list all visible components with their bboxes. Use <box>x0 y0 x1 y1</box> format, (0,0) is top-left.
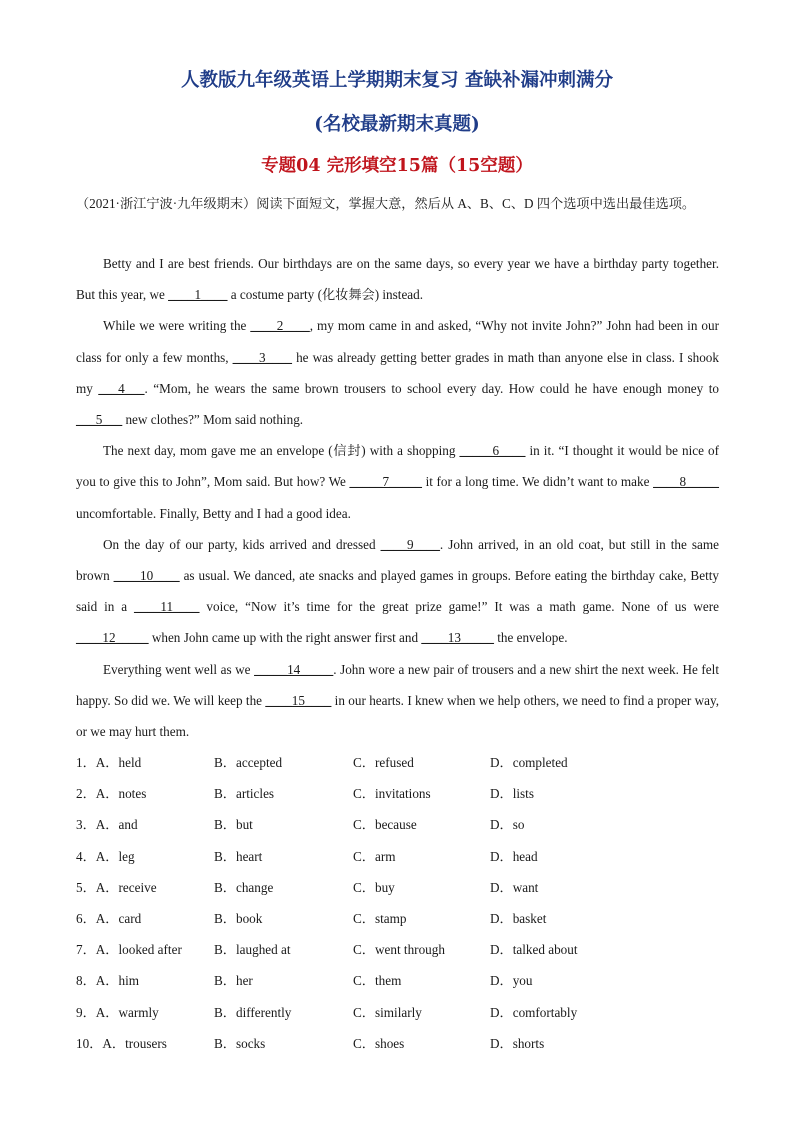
option-row-1 <box>76 747 726 778</box>
blank-2: ____2____ <box>250 318 310 334</box>
cloze-passage <box>76 248 719 747</box>
option-a: 1．A．held <box>76 755 142 770</box>
option-c: C．invitations <box>353 786 431 802</box>
blank-9: ____9____ <box>380 536 440 552</box>
option-d: D．so <box>490 817 525 833</box>
option-row-4 <box>76 841 726 872</box>
passage-paragraph-2: While we were writing the ____2____, my mom came in and asked, “Why not invite John?” John had been in our class for only a few months, ____3____ he was already getting better grades in math than anyone else in class. I shook my ___4___. “Mom, he wears the same brown trousers to school every day. How could he have enough money to ___5___ new clothes?” Mom said nothing. <box>76 318 719 428</box>
option-c: C．shoes <box>353 1035 405 1051</box>
section-title: 专题04 完形填空15篇（15空题） <box>261 156 533 176</box>
passage-paragraph-5: Everything went well as we _____14_____. John wore a new pair of trousers and a new shirt the next week. He felt happy. So did we. We will keep the ____15____ in our hearts. I knew when we help others, we need to find a proper way, or we may hurt them. <box>76 661 719 740</box>
option-b: B．change <box>214 879 274 895</box>
option-a: 10．A．trousers <box>76 1035 167 1051</box>
option-row-10 <box>76 1028 726 1059</box>
option-a: 4．A．leg <box>76 848 135 864</box>
blank-4: ___4___ <box>98 380 145 396</box>
answer-options <box>76 747 726 1059</box>
blank-3: ____3____ <box>232 349 293 365</box>
option-c: C．buy <box>353 879 395 895</box>
option-b: B．articles <box>214 786 275 802</box>
passage-paragraph-1: Betty and I are best friends. Our birthdays are on the same days, so every year we have a birthday party together. But this year, we ____1____ a costume party (化妆舞会) instead. <box>76 256 719 303</box>
option-c: C．went through <box>353 942 445 958</box>
option-a: 8．A．him <box>76 973 140 989</box>
blank-15: ____15____ <box>265 692 332 708</box>
option-a: 3．A．and <box>76 817 138 833</box>
option-row-9 <box>76 997 726 1028</box>
option-row-5 <box>76 872 726 903</box>
blank-1: ____1____ <box>168 287 228 303</box>
option-row-8 <box>76 965 726 996</box>
option-row-6 <box>76 903 726 934</box>
option-b: B．her <box>214 973 253 989</box>
blank-12: ____12_____ <box>76 630 149 646</box>
option-d: D．completed <box>490 755 568 770</box>
option-b: B．book <box>214 910 263 926</box>
option-a: 7．A．looked after <box>76 942 182 958</box>
document-title: 人教版九年级英语上学期期末复习 查缺补漏冲刺满分 <box>181 70 613 91</box>
option-row-7 <box>76 934 726 965</box>
option-d: D．lists <box>490 786 534 802</box>
option-d: D．head <box>490 848 538 864</box>
option-row-2 <box>76 778 726 809</box>
option-b: B．socks <box>214 1035 266 1051</box>
option-b: B．laughed at <box>214 942 291 958</box>
option-row-3 <box>76 809 726 840</box>
option-c: C．because <box>353 817 417 833</box>
passage-paragraph-3: The next day, mom gave me an envelope (信封) with a shopping _____6____ in it. “I thought it would be nice of you to give this to John”, Mom said. But how? We _____7_____ it for a long time. We didn’t want to make ____8_____ uncomfortable. Finally, Betty and I had a good idea. <box>76 443 719 521</box>
blank-6: _____6____ <box>459 443 526 459</box>
blank-10: ____10____ <box>113 568 180 584</box>
option-b: B．accepted <box>214 755 283 770</box>
option-d: D．you <box>490 973 533 989</box>
option-c: C．stamp <box>353 910 407 926</box>
option-a: 5．A．receive <box>76 879 157 895</box>
option-c: C．similarly <box>353 1004 422 1020</box>
option-d: D．comfortably <box>490 1004 578 1020</box>
blank-14: _____14_____ <box>254 661 334 677</box>
option-d: D．want <box>490 879 539 895</box>
option-a: 6．A．card <box>76 910 142 926</box>
blank-13: ____13_____ <box>421 630 494 646</box>
question-instructions: （2021·浙江宁波·九年级期末）阅读下面短文，掌握大意，然后从 A、B、C、D 四个选项中选出最佳选项。 <box>76 196 696 211</box>
option-d: D．shorts <box>490 1035 545 1051</box>
option-c: C．refused <box>353 755 414 770</box>
option-a: 9．A．warmly <box>76 1004 159 1020</box>
passage-paragraph-4: On the day of our party, kids arrived and dressed ____9____. John arrived, in an old coat, but still in the same brown ____10____ as usual. We danced, ate snacks and played games in groups. Before eating the birthday cake, Betty said in a ____11____ voice, “Now it’s time for the great prize game!” It was a math game. None of us were ____12_____ when John came up with the right answer first and ____13_____ the envelope. <box>76 536 719 646</box>
blank-11: ____11____ <box>134 599 200 615</box>
blank-8: ____8_____ <box>653 474 719 490</box>
option-d: D．talked about <box>490 942 578 958</box>
option-b: B．heart <box>214 848 263 864</box>
option-b: B．but <box>214 817 253 833</box>
option-a: 2．A．notes <box>76 786 147 802</box>
option-d: D．basket <box>490 910 547 926</box>
option-c: C．them <box>353 973 402 989</box>
blank-5: ___5___ <box>76 412 123 428</box>
option-c: C．arm <box>353 848 396 864</box>
blank-7: _____7_____ <box>349 474 422 490</box>
document-subtitle: (名校最新期末真题) <box>314 114 480 135</box>
option-b: B．differently <box>214 1004 292 1020</box>
